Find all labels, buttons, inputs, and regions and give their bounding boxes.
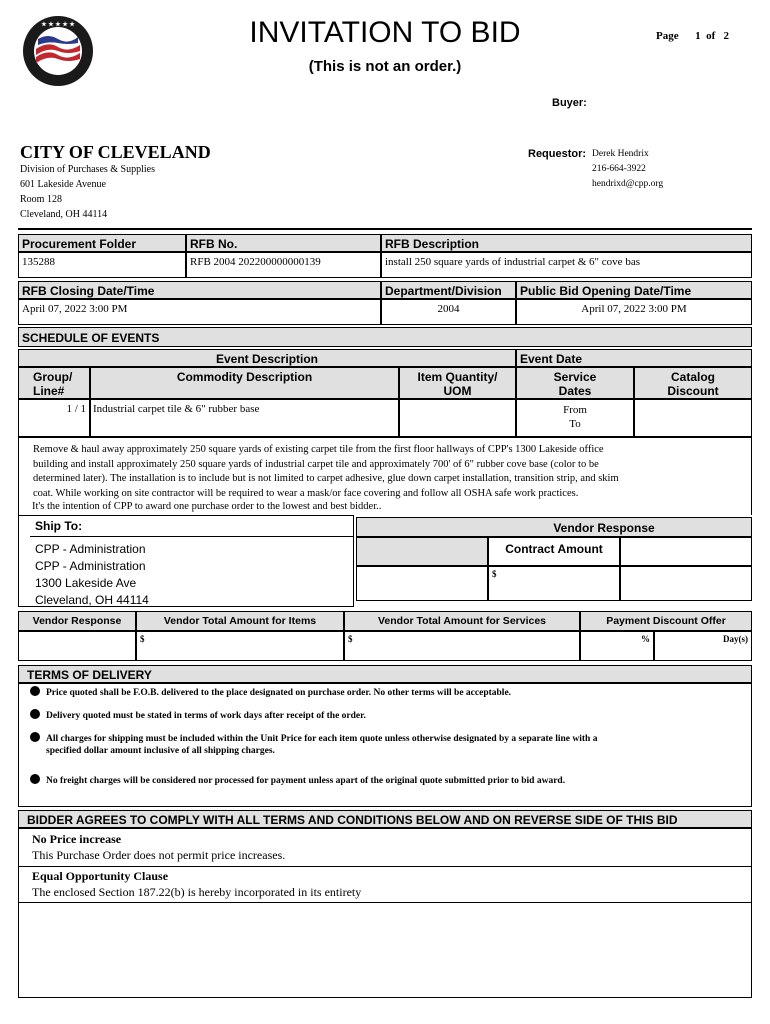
clause-divider (18, 902, 752, 903)
ship-to-line: CPP - Administration (35, 542, 146, 556)
description-line: Remove & haul away approximately 250 square yards of existing carpet tile from the first floor hallways of CPP's 1300 Lakeside office (33, 444, 604, 455)
issuer-city: Cleveland, OH 44114 (20, 209, 108, 220)
line-number: 1 / 1 (18, 399, 90, 437)
service-from: From (563, 404, 587, 416)
contract-amount-left (356, 566, 488, 601)
term-item: Delivery quoted must be stated in terms of work days after receipt of the order. (30, 709, 730, 723)
clause-text: The enclosed Section 187.22(b) is hereby incorporated in its entirety (32, 885, 362, 899)
ship-to-line: 1300 Lakeside Ave (35, 576, 137, 590)
event-date-header: Event Date (516, 349, 752, 367)
term-item: All charges for shipping must be included within the Unit Price for each item quote unless otherwise designated by a separate line with a (30, 732, 730, 746)
department-value: 2004 (381, 299, 516, 325)
rfb-no-value: RFB 2004 202200000000139 (186, 252, 381, 278)
contract-amount-gap (620, 537, 752, 566)
contract-amount-input[interactable]: $ (488, 566, 620, 601)
service-dates-header: Service Dates (516, 367, 634, 399)
description-line: coat. While working on site contractor will be required to wear a mask/or face covering and follow all OSHA safe work practices. (33, 487, 579, 499)
requestor-email: hendrixd@cpp.org (592, 179, 664, 189)
opening-date-value: April 07, 2022 3:00 PM (516, 299, 752, 325)
group-line-header: Group/ Line# (18, 367, 90, 399)
requestor-name: Derek Hendrix (592, 149, 649, 159)
clause-title: No Price increase (32, 832, 122, 846)
total-services-input[interactable]: $ (344, 631, 580, 661)
vendor-response-header: Vendor Response (356, 517, 752, 537)
svg-text:★ ★ ★ ★ ★: ★ ★ ★ ★ ★ (41, 22, 75, 28)
total-items-input[interactable]: $ (136, 631, 344, 661)
ship-to-label-rule (30, 536, 354, 537)
ship-to-label: Ship To: (35, 519, 83, 533)
vendor-response-col-header: Vendor Response (18, 611, 136, 631)
bullet-icon (30, 709, 40, 719)
form-top-rule (18, 228, 752, 230)
description-line: It's the intention of CPP to award one purchase order to the lowest and best bidder.. (32, 501, 382, 512)
total-services-header: Vendor Total Amount for Services (344, 611, 580, 631)
opening-date-header: Public Bid Opening Date/Time (516, 281, 752, 299)
contract-amount-right (620, 566, 752, 601)
commodity-header: Commodity Description (90, 367, 399, 399)
vendor-response-value[interactable] (18, 631, 136, 661)
bullet-icon (30, 686, 40, 696)
event-description-header: Event Description (18, 349, 516, 367)
procurement-folder-header: Procurement Folder (18, 234, 186, 252)
terms-header: TERMS OF DELIVERY (18, 665, 752, 683)
issuer-room: Room 128 (20, 194, 62, 205)
line-quantity (399, 399, 516, 437)
closing-date-header: RFB Closing Date/Time (18, 281, 381, 299)
rfb-description-header: RFB Description (381, 234, 752, 252)
schedule-header: SCHEDULE OF EVENTS (18, 327, 752, 347)
catalog-discount-header: Catalog Discount (634, 367, 752, 399)
total-items-header: Vendor Total Amount for Items (136, 611, 344, 631)
rfb-no-header: RFB No. (186, 234, 381, 252)
requestor-phone: 216-664-3922 (592, 164, 646, 174)
clause-divider (18, 866, 752, 867)
issuer-address: 601 Lakeside Avenue (20, 179, 106, 190)
discount-days-input[interactable]: Day(s) (654, 631, 752, 661)
clause-title: Equal Opportunity Clause (32, 869, 169, 883)
procurement-folder-value: 135288 (18, 252, 186, 278)
bullet-icon (30, 732, 40, 742)
buyer-label: Buyer: (552, 97, 587, 109)
ship-to-line: CPP - Administration (35, 559, 146, 573)
closing-date-value: April 07, 2022 3:00 PM (18, 299, 381, 325)
service-to: To (569, 418, 581, 430)
line-catalog-discount (634, 399, 752, 437)
contract-amount-header: Contract Amount (488, 537, 620, 566)
bullet-icon (30, 774, 40, 784)
term-item-continued: specified dollar amount inclusive of all shipping charges. (46, 746, 275, 756)
quantity-header: Item Quantity/ UOM (399, 367, 516, 399)
page-indicator: Page 1 of 2 (656, 30, 730, 42)
requestor-label: Requestor: (528, 148, 587, 160)
description-line: determined later). The installation is to include but is not limited to carpet adhesive, glue down carpet installation, transition strip, and skim (33, 473, 619, 484)
description-line: building and install approximately 250 square yards of industrial carpet tile and approximately 700' of 6" rubber cove base (color to be (33, 458, 599, 470)
term-item: No freight charges will be considered nor processed for payment unless apart of the original quote submitted prior to bid award. (30, 774, 730, 788)
agreement-header: BIDDER AGREES TO COMPLY WITH ALL TERMS AND CONDITIONS BELOW AND ON REVERSE SIDE OF THIS BID (18, 810, 752, 828)
vendor-response-spacer (356, 537, 488, 566)
payment-discount-header: Payment Discount Offer (580, 611, 752, 631)
discount-percent-input[interactable]: % (580, 631, 654, 661)
clause-text: This Purchase Order does not permit price increases. (32, 848, 286, 862)
issuer-name: CITY OF CLEVELAND (20, 142, 211, 162)
line-service-dates (516, 399, 634, 437)
document-subtitle: (This is not an order.) (308, 58, 462, 75)
city-seal-logo (22, 15, 94, 87)
department-header: Department/Division (381, 281, 516, 299)
line-description: Industrial carpet tile & 6" rubber base (90, 399, 399, 437)
ship-to-line: Cleveland, OH 44114 (35, 593, 149, 607)
document-title: INVITATION TO BID (249, 16, 521, 49)
issuer-division: Division of Purchases & Supplies (20, 164, 155, 175)
term-item: Price quoted shall be F.O.B. delivered to the place designated on purchase order. No other terms will be acceptable. (30, 686, 730, 700)
rfb-description-value: install 250 square yards of industrial carpet & 6" cove bas (381, 252, 752, 278)
